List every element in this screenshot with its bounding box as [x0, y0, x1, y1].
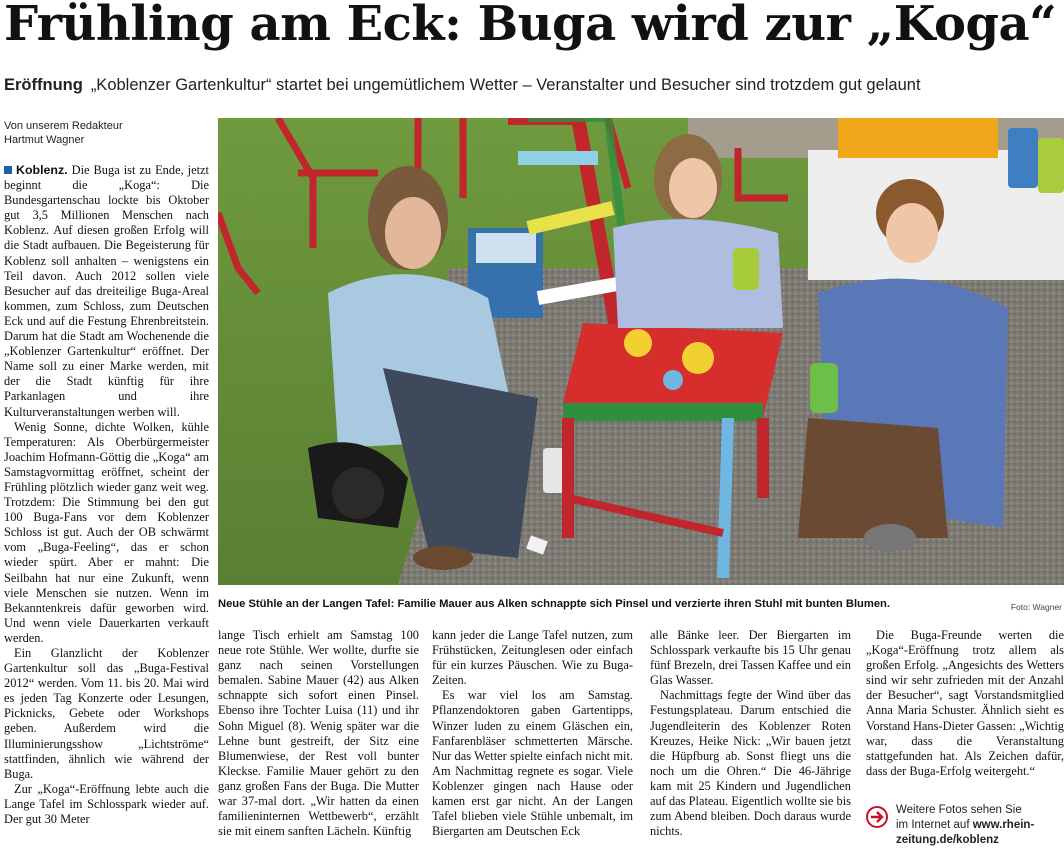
- paragraph: Die Buga-Freunde werten die „Koga“-Eröffnung trotz allem als großen Erfolg. „Angesichts des Wetters sind wir sehr zufrieden mit der Anzahl der Besucher“, sagt Vorstandsmitglied Anna Maria Schuster. Ähnlich sieht es Vorstand Hans-Dieter Gassen: „Wichtig war, dass die Veranstaltung stattgefunden hat. Als Zeichen dafür, dass der Buga-Erfolg weitergeht.“: [866, 628, 1064, 778]
- photo-credit: Foto: Wagner: [1010, 602, 1062, 612]
- paragraph: lange Tisch erhielt am Samstag 100 neue rote Stühle. Wer wollte, durfte sie ganz nach seinen Vorstellungen bemalen. Sabine Mauer (42) aus Alken schnappte sich sofort einen Pinsel. Ebenso ihre Tochter Luisa (11) und ihr Sohn Miguel (8). Wenig später war die Lehne bunt gestreift, der Sitz eine Blumenwiese, der Rest voll bunter Kleckse. Familie Mauer gehört zu den ganz großen Fans der Buga. Die Mutter war 37-mal dort. „Wir hatten da einen familieninternen Wettbewerb“, erzählt sie mit einem sanften Lächeln. Künftig: [218, 628, 419, 839]
- article-column-3: [432, 628, 633, 846]
- article-column-4: [650, 628, 851, 846]
- headline: Frühling am Eck: Buga wird zur „Koga“: [4, 0, 1057, 52]
- online-promo[interactable]: [866, 803, 1064, 846]
- subheadline: [4, 76, 921, 95]
- article-column-1: [4, 163, 209, 846]
- paragraph: Zur „Koga“-Eröffnung lebte auch die Lange Tafel im Schlosspark wieder auf. Der gut 30 Meter: [4, 781, 209, 827]
- paragraph: Nachmittags fegte der Wind über das Festungsplateau. Darum entschied die Jugendleiterin des Koblenzer Roten Kreuzes, Heike Nick: „Wir bauen jetzt die Hüpfburg ab. Sonst fliegt uns die noch um die Ohren.“ Die 46-Jährige kam mit 25 Kindern und Jugendlichen auf das Plateau. Eigentlich wollte sie bis zum Abend bleiben. Doch daraus wurde nichts.: [650, 688, 851, 839]
- article-column-5: [866, 628, 1064, 818]
- article-column-2: [218, 628, 419, 846]
- promo-line-1: Weitere Fotos sehen Sie: [896, 804, 1022, 816]
- right-arrow-circle-icon: [866, 806, 888, 828]
- paragraph: Es war viel los am Samstag. Pflanzendoktoren gaben Gartentipps, Winzer luden zu einem Gläschen ein, Fanfarenbläser schmetterten Märsche. Nur das Wetter spielte einfach nicht mit. Am Nachmittag regnete es sogar. Viele Koblenzer gingen nach Hause oder kamen erst gar nicht. An der Langen Tafel blieben viele Stühle unbemalt, im Biergarten am Deutschen Eck: [432, 688, 633, 839]
- subheadline-text: „Koblenzer Gartenkultur“ startet bei ungemütlichem Wetter – Veranstalter und Besucher sind trotzdem gut gelaunt: [90, 76, 921, 94]
- blue-square-icon: [4, 166, 12, 174]
- article-photo: [218, 118, 1064, 585]
- photo-caption: Neue Stühle an der Langen Tafel: Familie Mauer aus Alken schnappte sich Pinsel und verzierte ihren Stuhl mit bunten Blumen.: [218, 598, 891, 610]
- byline-author: Hartmut Wagner: [4, 134, 85, 146]
- paragraph-text: Die Buga ist zu Ende, jetzt beginnt die „Koga“: Die Bundesgartenschau lockte bis Oktober gut 3,5 Millionen Menschen nach Koblenz. Auf diesen großen Erfolg will die Stadt aufbauen. Die Begeisterung für Koblenz soll anhalten – wenigstens ein Teil davon. Auch 2012 sollen viele Besucher auf das dreiteilige Buga-Areal kommen, zum Schloss, zum Deutschen Eck und auf die Festung Ehrenbreitstein. Darum hat die Stadt am Wochenende die „Koblenzer Gartenkultur“ eröffnet. Der Name soll zu einer Marke werden, mit der die Stadt künftig für ihre Parkanlagen und ihre Kulturveranstaltungen werben will.: [4, 163, 209, 419]
- promo-line-2: [896, 818, 1064, 848]
- paragraph: Ein Glanzlicht der Koblenzer Gartenkultur soll das „Buga-Festival 2012“ werden. Vom 11. bis 20. Mai wird es jeden Tag Konzerte oder Lesungen, Picknicks, Gebete oder Workshops geben. Außerdem wird die Illuminierungsshow „Lichtströme“ stattfinden, ähnlich wie während der Buga.: [4, 646, 209, 781]
- paragraph: alle Bänke leer. Der Biergarten im Schlosspark verkaufte bis 15 Uhr genau fünf Brezeln, drei Tassen Kaffee und ein Glas Wasser.: [650, 628, 851, 688]
- byline-role: Von unserem Redakteur: [4, 120, 123, 132]
- dateline: Koblenz.: [16, 163, 68, 177]
- photo-family-painting-chair: [218, 118, 1064, 585]
- byline: [4, 119, 214, 147]
- promo-text: [896, 803, 1064, 848]
- kicker: Eröffnung: [4, 76, 83, 94]
- paragraph: Wenig Sonne, dichte Wolken, kühle Temperaturen: Als Oberbürgermeister Joachim Hofmann-Göttig die „Koga“ am Samstagvormittag eröffnet, scheint der Frühling plötzlich wieder ganz weit weg. Trotzdem: Die Stimmung bei den gut 100 Buga-Fans vor dem Koblenzer Schloss ist gut. Auch der OB schwärmt vom „Buga-Feeling“, das er schon wieder spürt. Aber er mahnt: Die Seilbahn hat nur eine Zukunft, wenn viele Menschen sie nutzen. Wenn im Bekanntenkreis dafür geworben wird. Und wenn viele Dauerkarten verkauft werden.: [4, 419, 209, 645]
- promo-prefix: im Internet auf: [896, 819, 970, 831]
- paragraph: [4, 163, 209, 420]
- promo-url-link[interactable]: www.rhein-zeitung.de/koblenz: [896, 819, 1035, 846]
- paragraph: kann jeder die Lange Tafel nutzen, zum Frühstücken, Zeitunglesen oder einfach für ein kurzes Päuschen. Wie zu Buga-Zeiten.: [432, 628, 633, 688]
